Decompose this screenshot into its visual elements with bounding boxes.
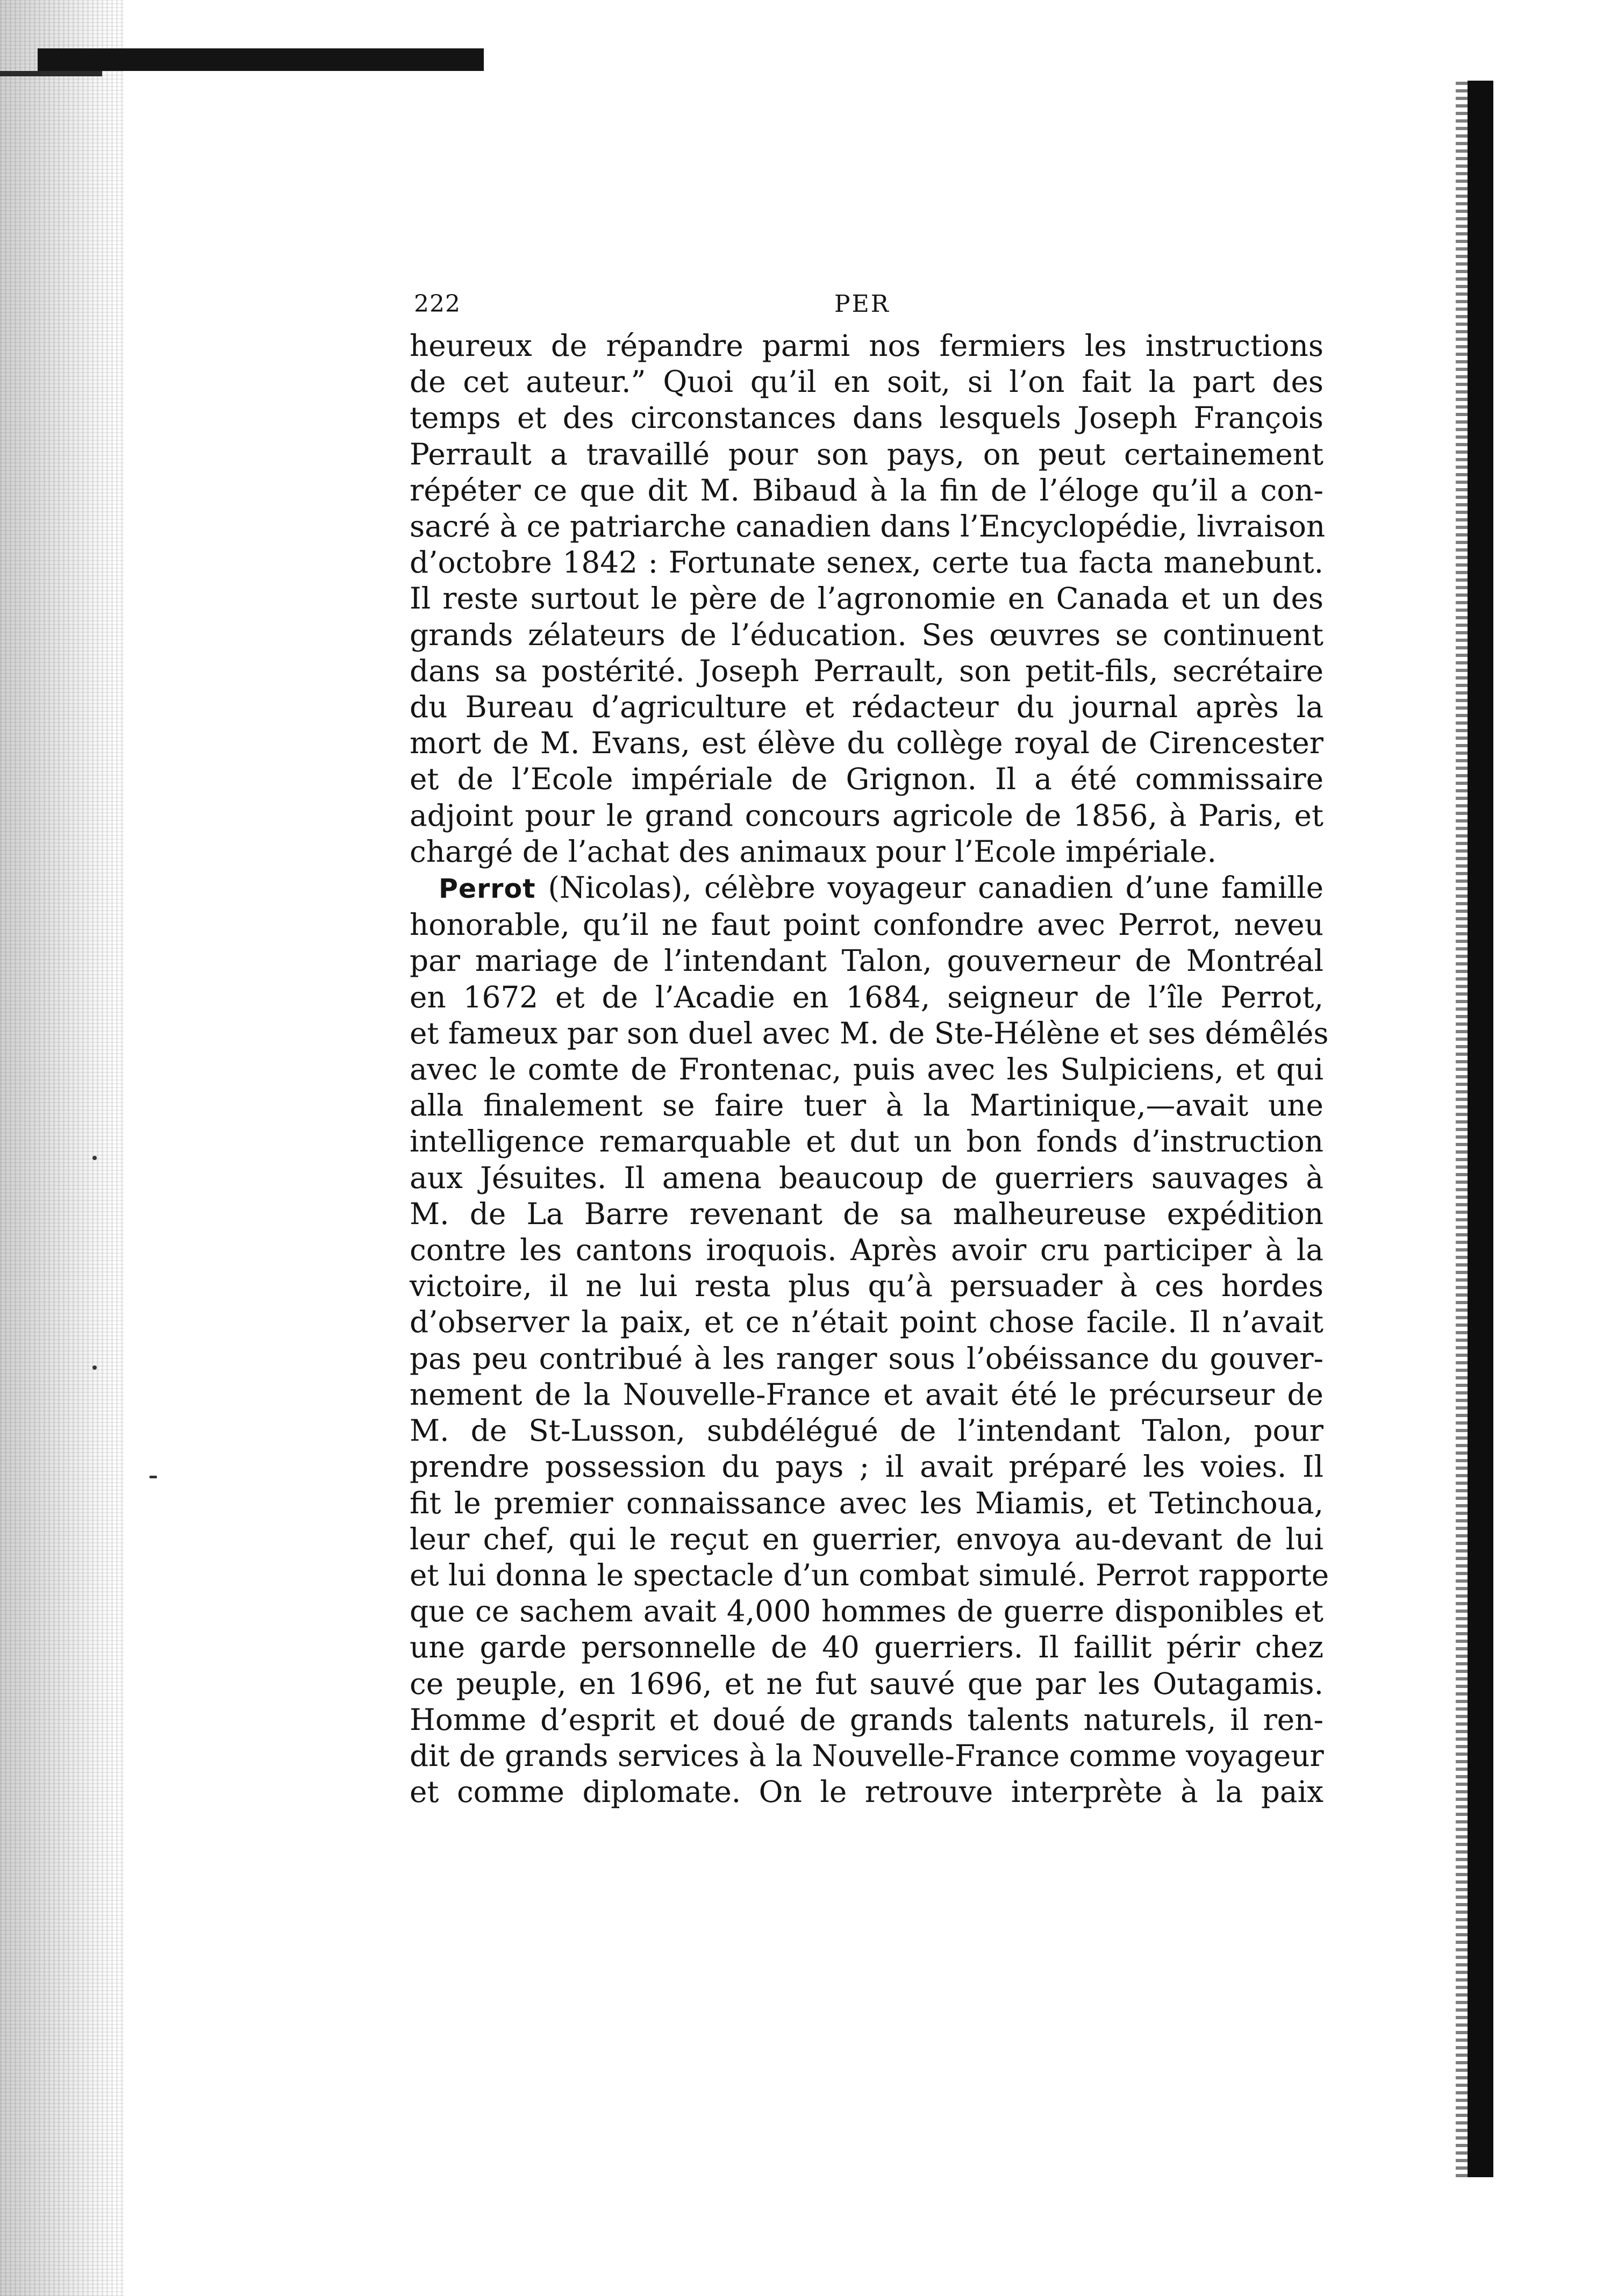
scan-bar-top <box>38 48 484 71</box>
scan-speck <box>149 1476 157 1478</box>
text-line: sacré à ce patriarche canadien dans l’Encyclopédie, livraison <box>410 509 1326 544</box>
text-line: pas peu contribué à les ranger sous l’obéissance du gouver- <box>410 1341 1323 1376</box>
text-line: que ce sachem avait 4,000 hommes de guerre disponibles et <box>410 1594 1323 1629</box>
text-line: alla finalement se faire tuer à la Martinique,—avait une <box>410 1088 1323 1123</box>
text-line: fit le premier connaissance avec les Miamis, et Tetinchoua, <box>410 1485 1323 1520</box>
text-line: par mariage de l’intendant Talon, gouverneur de Montréal <box>410 943 1323 978</box>
text-line: heureux de répandre parmi nos fermiers les instructions <box>410 328 1323 363</box>
entry-first-line <box>410 870 1323 907</box>
text-line: en 1672 et de l’Acadie en 1684, seigneur de l’île Perrot, <box>410 979 1323 1014</box>
text-line: leur chef, qui le reçut en guerrier, envoya au-devant de lui <box>410 1521 1323 1556</box>
text-line: mort de M. Evans, est élève du collège royal de Cirencester <box>410 726 1323 761</box>
text-line: et lui donna le spectacle d’un combat simulé. Perrot rapporte <box>410 1557 1329 1592</box>
text-line: Il reste surtout le père de l’agronomie en Canada et un des <box>410 581 1323 616</box>
paragraph-perrault-continued <box>410 328 1326 870</box>
text-line: honorable, qu’il ne faut point confondre avec Perrot, neveu <box>410 907 1323 942</box>
text-line: de cet auteur.” Quoi qu’il en soit, si l’on fait la part des <box>410 364 1323 399</box>
text-line: et de l’Ecole impériale de Grignon. Il a été commissaire <box>410 762 1323 797</box>
text-line: M. de St-Lusson, subdélégué de l’intendant Talon, pour <box>410 1413 1323 1448</box>
text-line: grands zélateurs de l’éducation. Ses œuvres se continuent <box>410 617 1323 652</box>
text-line: dit de grands services à la Nouvelle-France comme voyageur <box>410 1738 1324 1773</box>
scan-speck <box>92 1365 97 1370</box>
text-line: intelligence remarquable et dut un bon fonds d’instruction <box>410 1124 1323 1159</box>
text-line: temps et des circonstances dans lesquels Joseph François <box>410 400 1323 435</box>
text-line: victoire, il ne lui resta plus qu’à persuader à ces hordes <box>410 1269 1323 1304</box>
text-line: Perrault a travaillé pour son pays, on peut certainement <box>410 437 1323 471</box>
text-line: ce peuple, en 1696, et ne fut sauvé que par les Outagamis. <box>410 1666 1323 1701</box>
text-line: chargé de l’achat des animaux pour l’Ecole impériale. <box>410 834 1216 869</box>
text-line: d’octobre 1842 : Fortunate senex, certe tua facta manebunt. <box>410 545 1323 580</box>
entry-headword: Perrot <box>439 874 536 905</box>
entry-perrot <box>410 870 1329 1810</box>
text-line: Homme d’esprit et doué de grands talents naturels, il ren- <box>410 1702 1323 1737</box>
text-line: dans sa postérité. Joseph Perrault, son petit-fils, secrétaire <box>410 653 1323 688</box>
scan-bar-right <box>1468 81 1493 2177</box>
text-line: répéter ce que dit M. Bibaud à la fin de l’éloge qu’il a con- <box>410 473 1323 507</box>
text-line: d’observer la paix, et ce n’était point chose facile. Il n’avait <box>410 1305 1323 1340</box>
scan-bar-right-ragged <box>1456 81 1468 2177</box>
text-line: du Bureau d’agriculture et rédacteur du journal après la <box>410 690 1323 725</box>
scan-speck <box>92 1156 97 1160</box>
running-head-title: PER <box>834 290 890 318</box>
page-number: 222 <box>414 290 461 318</box>
scan-edge-left <box>0 0 124 2296</box>
text-line: adjoint pour le grand concours agricole de 1856, à Paris, et <box>410 798 1323 833</box>
text-line: contre les cantons iroquois. Après avoir cru participer à la <box>410 1233 1323 1268</box>
text-line: prendre possession du pays ; il avait préparé les voies. Il <box>410 1449 1323 1484</box>
text-line: avec le comte de Frontenac, puis avec les Sulpiciens, et qui <box>410 1052 1323 1087</box>
scan-bar-top-thin <box>0 71 102 76</box>
text-line: et comme diplomate. On le retrouve interprète à la paix <box>410 1775 1323 1809</box>
text-line: nement de la Nouvelle-France et avait été le précurseur de <box>410 1377 1323 1412</box>
entry-first-line-text: (Nicolas), célèbre voyageur canadien d’une famille <box>535 870 1323 905</box>
text-line: une garde personnelle de 40 guerriers. Il faillit périr chez <box>410 1630 1323 1665</box>
book-page <box>410 290 1329 1810</box>
text-line: M. de La Barre revenant de sa malheureuse expédition <box>410 1196 1323 1231</box>
text-line: et fameux par son duel avec M. de Ste-Hélène et ses démêlés <box>410 1015 1329 1050</box>
text-line: aux Jésuites. Il amena beaucoup de guerriers sauvages à <box>410 1160 1323 1195</box>
running-head <box>410 290 1323 328</box>
